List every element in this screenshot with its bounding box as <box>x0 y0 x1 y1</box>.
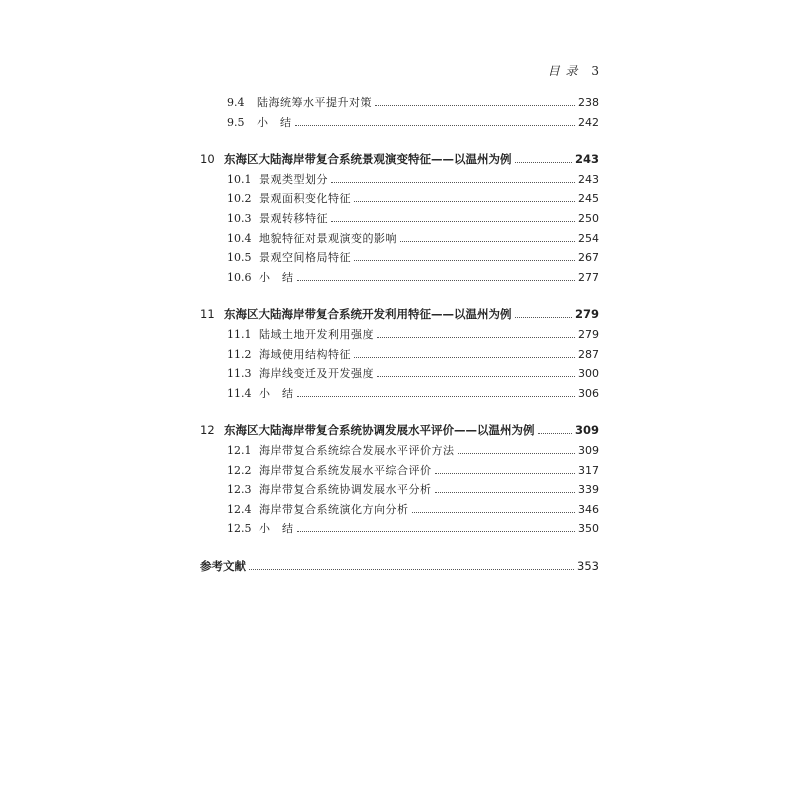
toc-chapter-row[interactable] <box>200 151 599 171</box>
toc-section-row[interactable] <box>200 385 599 405</box>
section-title: 景观转移特征 <box>259 211 328 225</box>
dot-leader <box>538 433 572 434</box>
section-number: 9.5 <box>227 115 245 129</box>
toc-section-row[interactable] <box>200 501 599 521</box>
dot-leader <box>375 105 575 106</box>
dot-leader <box>400 241 575 242</box>
chapter-title: 东海区大陆海岸带复合系统协调发展水平评价——以温州为例 <box>224 423 535 438</box>
dot-leader <box>354 201 575 202</box>
section-number: 10.3 <box>227 211 252 225</box>
page-number: 279 <box>578 327 599 341</box>
toc-section-row[interactable] <box>200 230 599 250</box>
section-number: 12.2 <box>227 463 252 477</box>
header-title: 目 录 <box>547 64 579 78</box>
dot-leader <box>377 376 575 377</box>
toc-section-row[interactable] <box>200 94 599 114</box>
toc-section-row[interactable] <box>200 171 599 191</box>
page-number: 279 <box>574 307 599 322</box>
dot-leader <box>295 125 576 126</box>
section-title: 小 结 <box>259 386 294 400</box>
dot-leader <box>249 569 574 570</box>
page-number: 309 <box>574 423 599 438</box>
section-number: 12.1 <box>227 443 252 457</box>
section-number: 12.5 <box>227 522 252 536</box>
section-title: 海岸带复合系统发展水平综合评价 <box>259 463 432 477</box>
section-title: 海岸带复合系统综合发展水平评价方法 <box>259 443 455 457</box>
toc-section-row[interactable] <box>200 462 599 482</box>
page-number: 277 <box>578 270 599 284</box>
section-number: 10.4 <box>227 231 252 245</box>
toc-section-row[interactable] <box>200 481 599 501</box>
section-title: 小 结 <box>257 115 292 129</box>
section-number: 12.4 <box>227 502 252 516</box>
section-title: 景观空间格局特征 <box>259 251 351 265</box>
section-number: 10.6 <box>227 270 252 284</box>
toc-section-row[interactable] <box>200 269 599 289</box>
page-number: 350 <box>578 522 599 536</box>
page-number: 267 <box>578 251 599 265</box>
page-number: 346 <box>578 502 599 516</box>
references-title: 参考文献 <box>200 558 246 573</box>
page-number: 238 <box>578 96 599 109</box>
chapter-number: 11 <box>200 307 215 322</box>
dot-leader <box>515 317 572 318</box>
toc-section-row[interactable] <box>200 190 599 210</box>
section-number: 10.5 <box>227 251 252 265</box>
page-number: 254 <box>578 231 599 245</box>
dot-leader <box>331 221 575 222</box>
dot-leader <box>412 512 576 513</box>
dot-leader <box>377 337 575 338</box>
chapter-title: 东海区大陆海岸带复合系统开发利用特征——以温州为例 <box>224 307 512 322</box>
section-number: 12.3 <box>227 483 252 497</box>
table-of-contents <box>200 94 599 577</box>
page-number: 300 <box>578 367 599 381</box>
section-number: 10.1 <box>227 172 252 186</box>
dot-leader <box>435 492 576 493</box>
section-number: 10.2 <box>227 192 252 206</box>
chapter-title: 东海区大陆海岸带复合系统景观演变特征——以温州为例 <box>224 152 512 167</box>
section-title: 海域使用结构特征 <box>259 347 351 361</box>
toc-chapter-row[interactable] <box>200 306 599 326</box>
dot-leader <box>297 396 576 397</box>
toc-chapter-row[interactable] <box>200 422 599 442</box>
page-number: 250 <box>578 211 599 225</box>
page-number: 243 <box>578 172 599 186</box>
toc-section-row[interactable] <box>200 210 599 230</box>
running-header <box>548 62 600 79</box>
page-number: 317 <box>578 463 599 477</box>
section-title: 地貌特征对景观演变的影响 <box>259 231 397 245</box>
dot-leader <box>515 162 572 163</box>
dot-leader <box>331 182 575 183</box>
section-title: 陆海统筹水平提升对策 <box>257 96 372 109</box>
dot-leader <box>458 453 576 454</box>
toc-references-row[interactable] <box>200 558 599 578</box>
section-title: 小 结 <box>259 270 294 284</box>
chapter-number: 12 <box>200 423 215 438</box>
section-title: 海岸线变迁及开发强度 <box>259 367 374 381</box>
toc-section-row[interactable] <box>200 346 599 366</box>
page-number: 242 <box>578 115 599 129</box>
dot-leader <box>354 260 575 261</box>
page-number: 309 <box>578 443 599 457</box>
section-title: 海岸带复合系统演化方向分析 <box>259 502 409 516</box>
page-number: 287 <box>578 347 599 361</box>
dot-leader <box>354 357 575 358</box>
section-number: 11.3 <box>227 367 252 381</box>
section-title: 景观面积变化特征 <box>259 192 351 206</box>
toc-section-row[interactable] <box>200 520 599 540</box>
toc-section-row[interactable] <box>200 365 599 385</box>
dot-leader <box>435 473 576 474</box>
page-number: 339 <box>578 483 599 497</box>
section-title: 小 结 <box>259 522 294 536</box>
toc-section-row[interactable] <box>200 114 599 134</box>
page-number: 243 <box>574 152 599 167</box>
toc-section-row[interactable] <box>200 249 599 269</box>
page-number: 245 <box>578 192 599 206</box>
page-number: 306 <box>578 386 599 400</box>
chapter-number: 10 <box>200 152 215 167</box>
section-title: 海岸带复合系统协调发展水平分析 <box>259 483 432 497</box>
page-number: 353 <box>577 558 599 573</box>
section-number: 11.4 <box>227 386 252 400</box>
header-page-number: 3 <box>591 64 600 78</box>
section-number: 11.2 <box>227 347 252 361</box>
dot-leader <box>297 531 576 532</box>
section-title: 陆域土地开发利用强度 <box>259 327 374 341</box>
toc-section-row[interactable] <box>200 326 599 346</box>
section-number: 11.1 <box>227 327 252 341</box>
dot-leader <box>297 280 576 281</box>
section-title: 景观类型划分 <box>259 172 328 186</box>
toc-section-row[interactable] <box>200 442 599 462</box>
section-number: 9.4 <box>227 96 245 109</box>
